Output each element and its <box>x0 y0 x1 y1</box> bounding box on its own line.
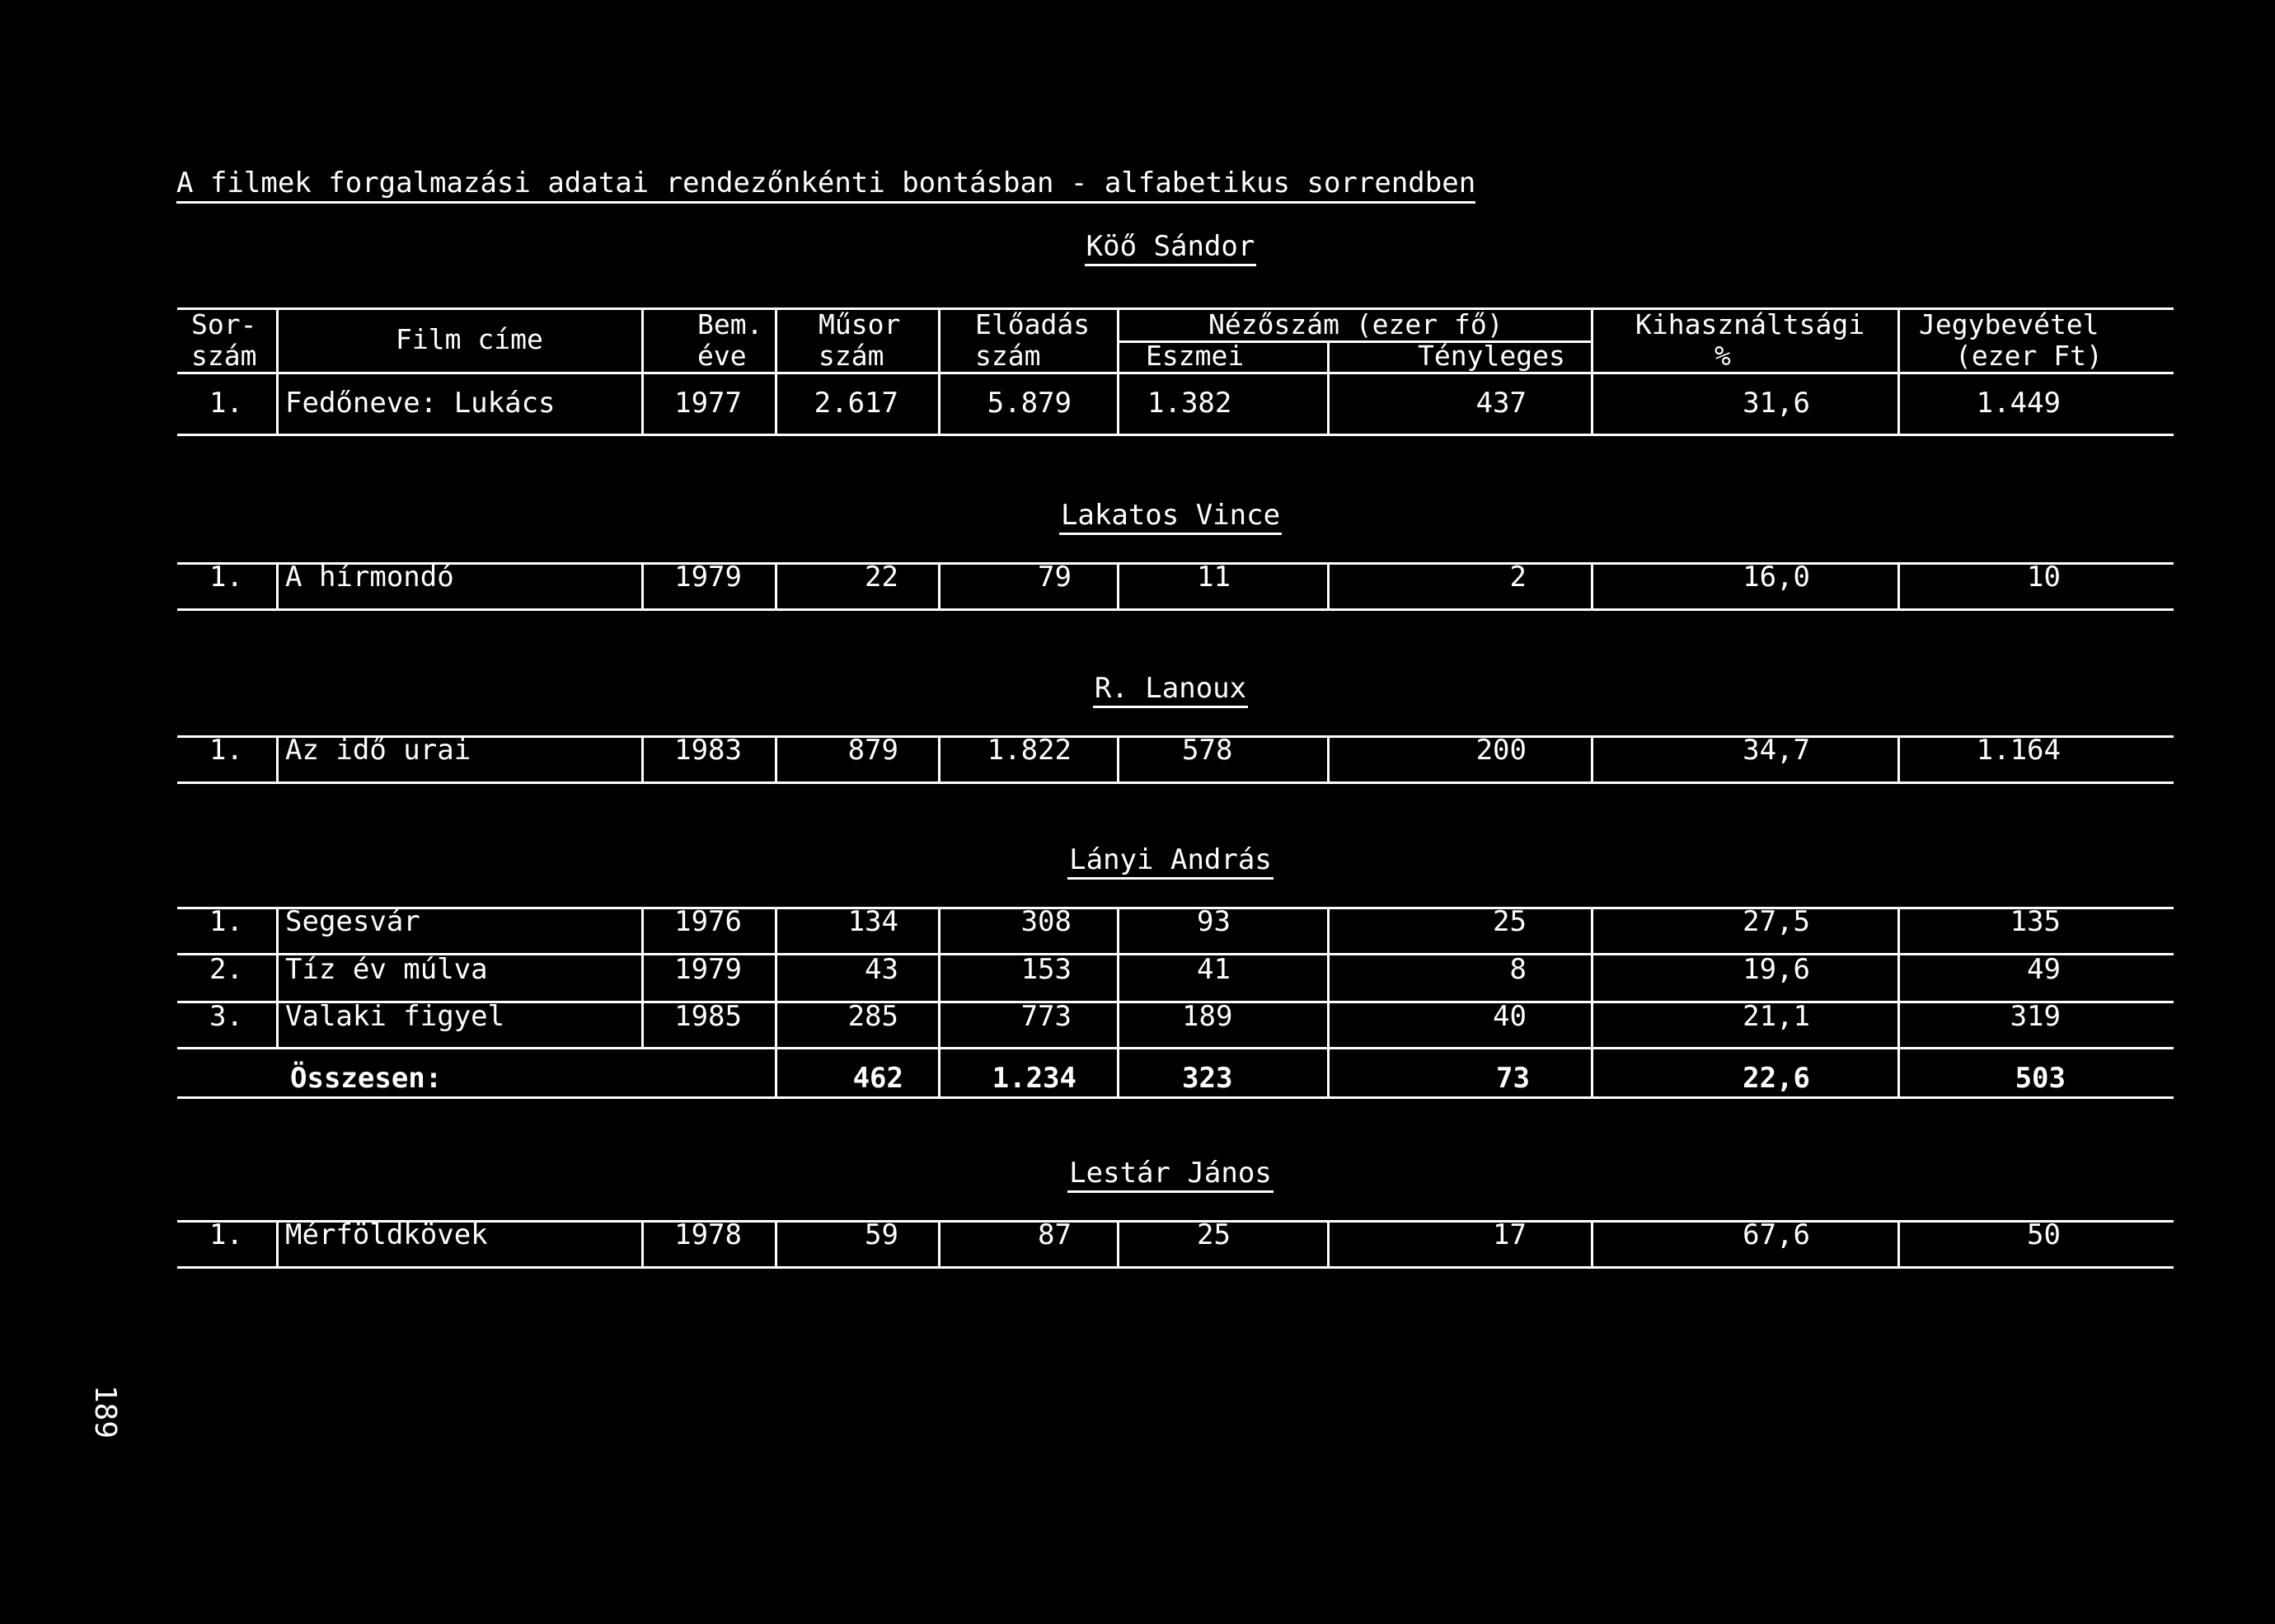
table-rule <box>938 309 940 373</box>
header-jegybevetel: Jegybevétel <box>1919 308 2099 340</box>
table-rule <box>938 373 940 436</box>
director-name: Lestár János <box>1067 1156 1274 1193</box>
table-rule <box>1327 373 1330 436</box>
table-cell: Mérföldkövek <box>285 1218 488 1251</box>
director-name: Köő Sándor <box>1085 229 1257 266</box>
header-eloadas: Előadás <box>975 308 1091 340</box>
header-percent: % <box>1714 340 1731 372</box>
table-rule <box>1591 373 1593 436</box>
table-cell: 1.234 <box>992 1062 1077 1095</box>
total-label: Összesen: <box>290 1062 443 1095</box>
table-rule <box>775 309 777 373</box>
table-cell: Valaki figyel <box>285 1000 505 1033</box>
header-musor: Műsor <box>819 308 901 340</box>
table-rule <box>276 1222 279 1268</box>
table-rule <box>1591 309 1593 373</box>
table-cell: 1985 <box>674 1000 742 1033</box>
table-cell: 25 <box>1197 1218 1231 1251</box>
header-jegybevetel-2: (ezer Ft) <box>1955 340 2103 372</box>
table-cell: 31,6 <box>1743 387 1810 420</box>
table-cell: 34,7 <box>1743 734 1810 767</box>
table-rule <box>1591 1222 1593 1268</box>
table-cell: 50 <box>2027 1218 2061 1251</box>
table-cell: 2.617 <box>814 387 898 420</box>
table-cell: 27,5 <box>1743 905 1810 938</box>
table-rule <box>177 735 2174 738</box>
table-rule <box>1897 908 1900 1098</box>
table-rule <box>177 608 2174 611</box>
table-rule <box>1117 908 1119 1098</box>
table-rule <box>1591 737 1593 783</box>
table-rule <box>1897 373 1900 436</box>
table-cell: 8 <box>1509 953 1527 986</box>
page-title: A filmek forgalmazási adatai rendezőnkénti bontásban - alfabetikus sorrendben <box>176 165 1475 204</box>
table-cell: 1976 <box>674 905 742 938</box>
table-rule <box>1117 564 1119 610</box>
table-cell: 49 <box>2027 953 2061 986</box>
table-cell: 200 <box>1475 734 1527 767</box>
table-rule <box>177 562 2174 565</box>
table-rule <box>1117 373 1119 436</box>
header-musor-2: szám <box>819 340 884 372</box>
table-rule <box>641 373 644 436</box>
table-cell: 503 <box>2015 1062 2066 1095</box>
table-cell: 189 <box>1182 1000 1233 1033</box>
table-rule <box>938 1222 940 1268</box>
header-bem-2: éve <box>697 340 747 372</box>
table-cell: 1977 <box>674 387 742 420</box>
header-sorszam: Sor- <box>191 308 257 340</box>
table-cell: 319 <box>2010 1000 2061 1033</box>
table-rule <box>1117 737 1119 783</box>
table-rule <box>775 737 777 783</box>
table-cell: 2 <box>1509 561 1527 594</box>
table-cell: 87 <box>1038 1218 1072 1251</box>
table-cell: 43 <box>865 953 898 986</box>
table-rule <box>1591 908 1593 1098</box>
director-heading <box>0 671 2275 708</box>
table-cell: 22 <box>865 561 898 594</box>
table-rule <box>1327 564 1330 610</box>
table-cell: 773 <box>1020 1000 1072 1033</box>
table-rule <box>1897 564 1900 610</box>
table-cell: Tíz év múlva <box>285 953 488 986</box>
table-rule <box>1327 1222 1330 1268</box>
table-cell: 10 <box>2027 561 2061 594</box>
header-film-cime: Film címe <box>396 323 543 355</box>
header-kihasznaltsagi: Kihasználtsági <box>1635 308 1865 340</box>
header-eszmei: Eszmei <box>1146 340 1245 372</box>
table-cell: 59 <box>865 1218 898 1251</box>
table-cell: 25 <box>1493 905 1527 938</box>
director-name: Lakatos Vince <box>1059 498 1282 535</box>
table-rule <box>276 309 279 373</box>
director-heading <box>0 498 2275 535</box>
table-cell: 134 <box>847 905 898 938</box>
table-cell: 323 <box>1182 1062 1233 1095</box>
table-cell: Fedőneve: Lukács <box>285 387 556 420</box>
table-cell: 1978 <box>674 1218 742 1251</box>
table-cell: 41 <box>1197 953 1231 986</box>
table-rule <box>641 908 644 1049</box>
table-cell: 40 <box>1493 1000 1527 1033</box>
table-rule <box>177 1096 2174 1099</box>
table-cell: 22,6 <box>1743 1062 1810 1095</box>
director-heading <box>0 843 2275 880</box>
table-rule <box>775 373 777 436</box>
table-cell: 5.879 <box>987 387 1072 420</box>
table-cell: Segesvár <box>285 905 420 938</box>
table-rule <box>1897 737 1900 783</box>
table-cell: 879 <box>847 734 898 767</box>
table-rule <box>641 564 644 610</box>
table-rule <box>775 1222 777 1268</box>
table-cell: 1.822 <box>987 734 1072 767</box>
header-tenyleges: Tényleges <box>1418 340 1565 372</box>
table-rule <box>938 564 940 610</box>
table-cell: 578 <box>1182 734 1233 767</box>
table-rule <box>775 908 777 1098</box>
header-nezoszam: Nézőszám (ezer fő) <box>1208 308 1503 340</box>
table-rule <box>1117 1222 1119 1268</box>
table-rule <box>1117 309 1119 373</box>
table-cell: Az idő urai <box>285 734 471 767</box>
table-rule <box>1897 309 1900 373</box>
table-rule <box>177 1266 2174 1269</box>
table-rule <box>177 307 2174 310</box>
table-cell: 1. <box>209 561 243 594</box>
table-cell: 93 <box>1197 905 1231 938</box>
table-cell: 1. <box>209 387 243 420</box>
table-cell: 21,1 <box>1743 1000 1810 1033</box>
table-rule <box>1897 1222 1900 1268</box>
table-rule <box>641 737 644 783</box>
director-heading <box>0 229 2275 266</box>
table-cell: 1983 <box>674 734 742 767</box>
table-rule <box>641 309 644 373</box>
table-cell: 1.382 <box>1147 387 1232 420</box>
table-rule <box>177 907 2174 909</box>
header-sorszam-2: szám <box>191 340 257 372</box>
table-rule <box>1327 737 1330 783</box>
page-number: 189 <box>88 1385 122 1439</box>
table-rule <box>276 564 279 610</box>
table-rule <box>177 434 2174 436</box>
table-cell: 73 <box>1496 1062 1530 1095</box>
header-bem: Bem. <box>697 308 763 340</box>
table-rule <box>1327 908 1330 1098</box>
table-cell: 308 <box>1020 905 1072 938</box>
director-name: R. Lanoux <box>1093 671 1248 708</box>
director-name: Lányi András <box>1067 843 1274 880</box>
table-cell: 67,6 <box>1743 1218 1810 1251</box>
table-rule <box>938 737 940 783</box>
table-cell: 2. <box>209 953 243 986</box>
table-rule <box>641 1222 644 1268</box>
table-cell: 1. <box>209 1218 243 1251</box>
table-cell: 1979 <box>674 561 742 594</box>
table-cell: 1979 <box>674 953 742 986</box>
table-cell: 135 <box>2010 905 2061 938</box>
director-heading <box>0 1156 2275 1193</box>
table-cell: A hírmondó <box>285 561 454 594</box>
table-cell: 437 <box>1475 387 1527 420</box>
table-cell: 462 <box>852 1062 903 1095</box>
table-cell: 11 <box>1197 561 1231 594</box>
table-rule <box>276 908 279 1049</box>
table-cell: 16,0 <box>1743 561 1810 594</box>
table-rule <box>276 737 279 783</box>
table-cell: 1.449 <box>1976 387 2061 420</box>
table-cell: 153 <box>1020 953 1072 986</box>
header-eloadas-2: szám <box>975 340 1041 372</box>
table-rule <box>276 373 279 436</box>
table-cell: 17 <box>1493 1218 1527 1251</box>
table-rule <box>177 1047 2174 1049</box>
table-rule <box>1591 564 1593 610</box>
table-rule <box>938 908 940 1098</box>
table-rule <box>775 564 777 610</box>
table-cell: 79 <box>1038 561 1072 594</box>
table-rule <box>1327 342 1330 373</box>
table-cell: 1. <box>209 734 243 767</box>
table-cell: 1. <box>209 905 243 938</box>
table-cell: 19,6 <box>1743 953 1810 986</box>
table-cell: 3. <box>209 1000 243 1033</box>
table-cell: 1.164 <box>1976 734 2061 767</box>
table-rule <box>177 781 2174 784</box>
table-rule <box>177 372 2174 374</box>
table-cell: 285 <box>847 1000 898 1033</box>
